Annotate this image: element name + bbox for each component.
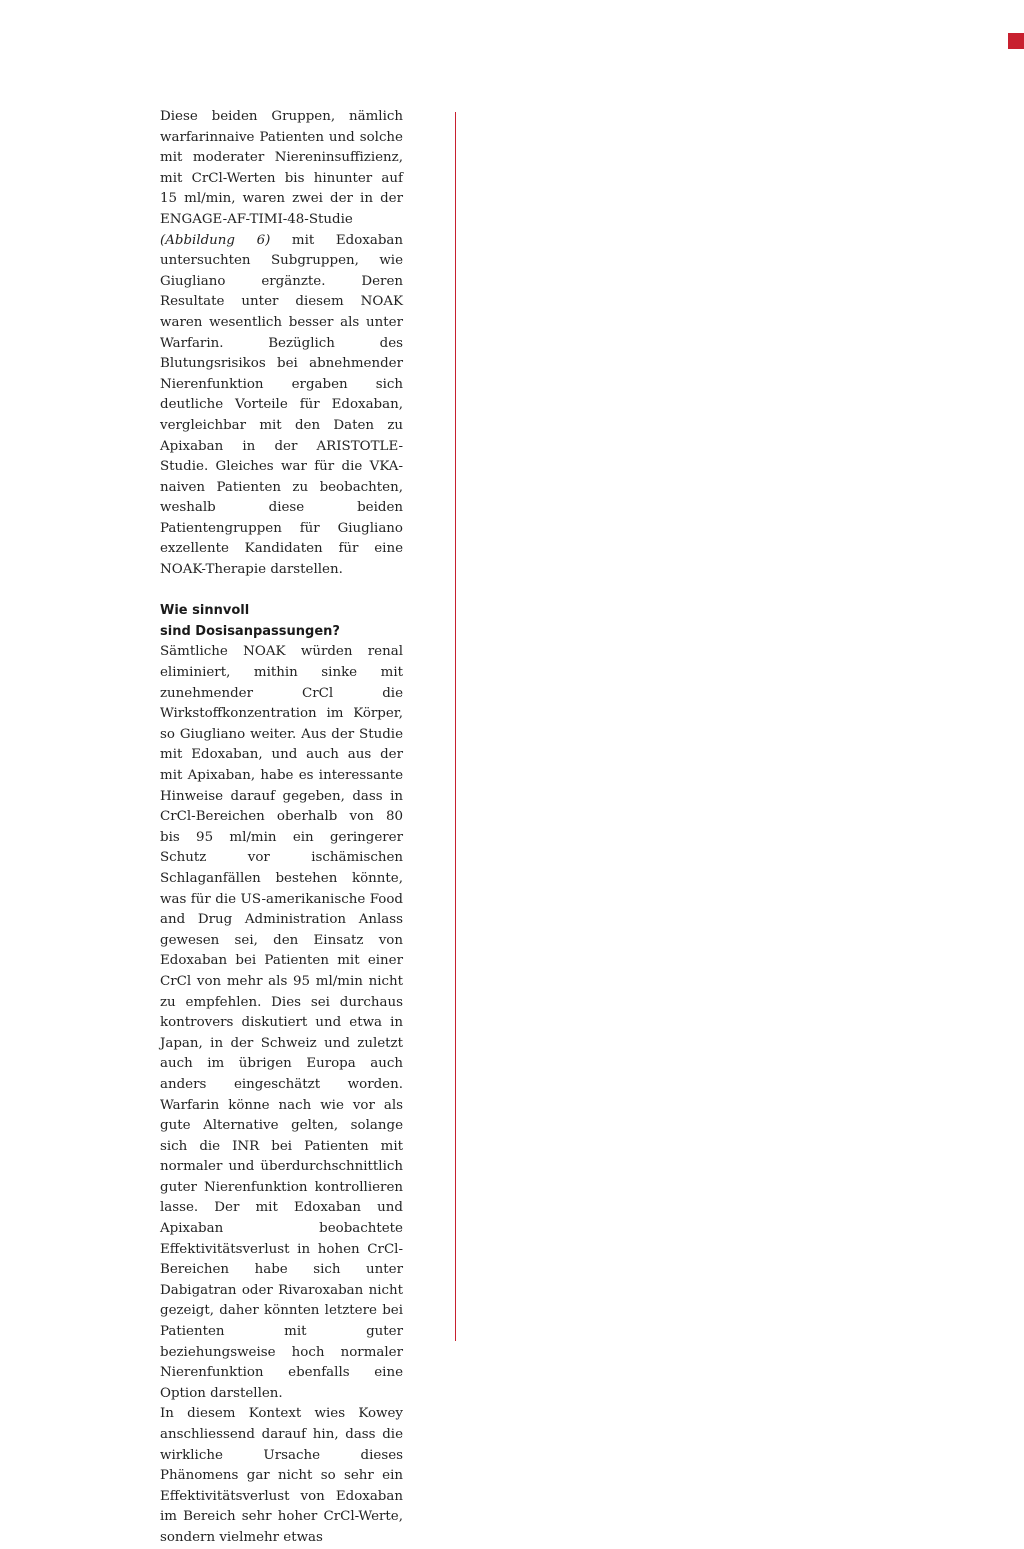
figure-reference: (Abbildung 6) xyxy=(160,232,271,248)
paragraph-dose-adjustment: Sämtliche NOAK würden renal eliminiert, mithin sinke mit zunehmender CrCl die Wirkstoffkonzentration im Körper, so Giugliano weiter. Aus der Studie mit Edoxaban, und auch aus der mit Apixaban, habe es interessante Hinweise darauf gegeben, dass in CrCl-Bereichen oberhalb von 80 bis 95 ml/min ein geringerer Schutz vor ischämischen Schlaganfällen bestehen könnte, was für die US-amerikanische Food and Drug Administration Anlass gewesen sei, den Einsatz von Edoxaban bei Patienten mit einer CrCl von mehr als 95 ml/min nicht zu empfehlen. Dies sei durchaus kontrovers diskutiert und etwa in Japan, in der Schweiz und zuletzt auch im übrigen Europa auch anders eingeschätzt worden. Warfarin könne nach wie vor als gute Alternative gelten, solange sich die INR bei Patienten mit normaler und überdurchschnittlich guter Nierenfunktion kontrollieren lasse. Der mit Edoxaban und Apixaban beobachtete Effektivitätsverlust in hohen CrCl-Bereichen habe sich unter Dabigatran oder Rivaroxaban nicht gezeigt, daher könnten letztere bei Patienten mit guter beziehungsweise hoch normaler Nierenfunktion ebenfalls eine Option darstellen. xyxy=(160,644,403,1401)
section-heading xyxy=(160,601,403,642)
paragraph-intro-text-b: mit Edoxaban untersuchten Subgruppen, wie Giugliano ergänzte. Deren Resultate unter diesem NOAK waren wesentlich besser als unter Warfarin. Bezüglich des Blutungsrisikos bei abnehmender Nierenfunktion ergaben sich deutliche Vorteile für Edoxaban, vergleichbar mit den Daten zu Apixaban in der ARISTOTLE-Studie. Gleiches war für die VKA-naiven Patienten zu beobachten, weshalb diese beiden Patientengruppen für Giugliano exzellente Kandidaten für eine NOAK-Therapie darstellen. xyxy=(160,232,404,578)
paragraph-kowey: In diesem Kontext wies Kowey anschliessend darauf hin, dass die wirkliche Ursache dieses Phänomens gar nicht so sehr ein Effektivitätsverlust von Edoxaban im Bereich sehr hoher CrCl-Werte, sondern vielmehr etwas xyxy=(160,1406,403,1545)
section-heading-line1: Wie sinnvoll xyxy=(160,603,250,619)
paragraph-intro-text-a: Diese beiden Gruppen, nämlich warfarinnaive Patienten und solche mit moderater Niereninsuffizienz, mit CrCl-Werten bis hinunter auf 15 ml/min, waren zwei der in der ENGAGE-AF-TIMI-48-Studie xyxy=(160,109,403,227)
section-heading-line2: sind Dosisanpassungen? xyxy=(160,623,340,639)
paragraph-intro xyxy=(160,107,403,581)
column-divider-rule xyxy=(455,112,456,1341)
text-column xyxy=(160,107,403,1549)
page-corner-marker xyxy=(1008,33,1024,49)
